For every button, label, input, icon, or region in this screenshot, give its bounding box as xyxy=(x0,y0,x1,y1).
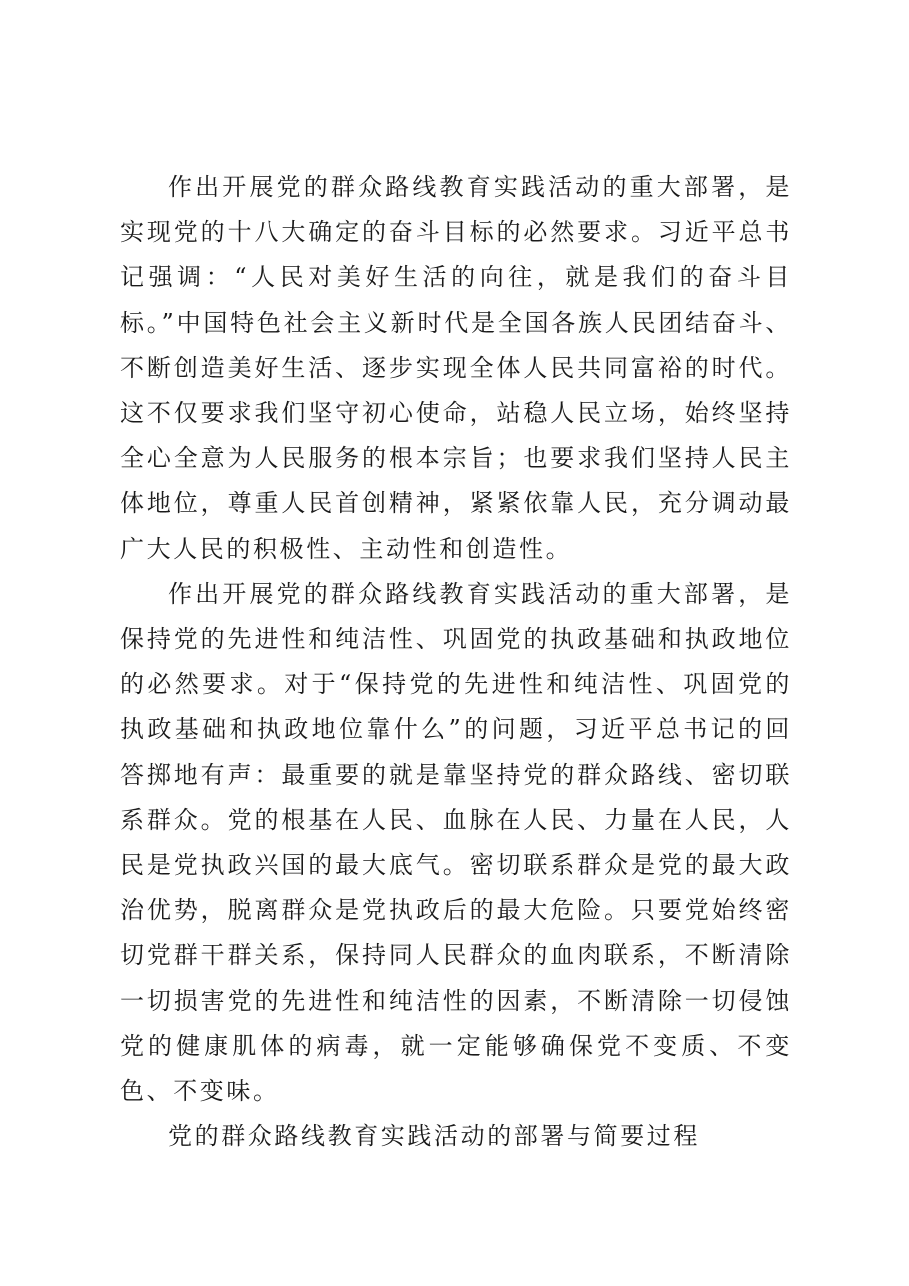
paragraph-2: 作出开展党的群众路线教育实践活动的重大部署，是保持党的先进性和纯洁性、巩固党的执政基础和执政地位的必然要求。对于“保持党的先进性和纯洁性、巩固党的执政基础和执政地位靠什么”的问题，习近平总书记的回答掷地有声：最重要的就是靠坚持党的群众路线、密切联系群众。党的根基在人民、血脉在人民、力量在人民，人民是党执政兴国的最大底气。密切联系群众是党的最大政治优势，脱离群众是党执政后的最大危险。只要党始终密切党群干群关系，保持同人民群众的血肉联系，不断清除一切损害党的先进性和纯洁性的因素，不断清除一切侵蚀党的健康肌体的病毒，就一定能够确保党不变质、不变色、不变味。 xyxy=(120,579,792,1106)
paragraph-1: 作出开展党的群众路线教育实践活动的重大部署，是实现党的十八大确定的奋斗目标的必然要求。习近平总书记强调：“人民对美好生活的向往，就是我们的奋斗目标。”中国特色社会主义新时代是全国各族人民团结奋斗、不断创造美好生活、逐步实现全体人民共同富裕的时代。这不仅要求我们坚守初心使命，站稳人民立场，始终坚持全心全意为人民服务的根本宗旨；也要求我们坚持人民主体地位，尊重人民首创精神，紧紧依靠人民，充分调动最广大人民的积极性、主动性和创造性。 xyxy=(120,173,792,563)
document-body xyxy=(120,165,792,1159)
section-heading: 党的群众路线教育实践活动的部署与简要过程 xyxy=(168,1122,700,1151)
